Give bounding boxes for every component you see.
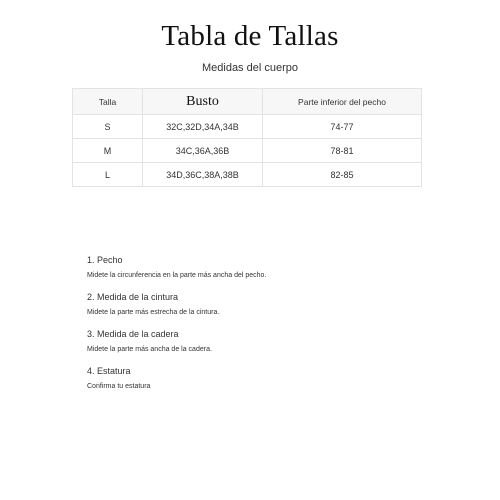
bust-cell: 32C,32D,34A,34B bbox=[143, 115, 263, 139]
section-heading: 1. Pecho bbox=[87, 255, 123, 265]
underbust-cell: 74-77 bbox=[263, 115, 422, 139]
section-heading: 3. Medida de la cadera bbox=[87, 329, 179, 339]
section-text: Midete la parte más ancha de la cadera. bbox=[87, 346, 212, 353]
table-row bbox=[73, 163, 422, 187]
page-title: Tabla de Tallas bbox=[161, 20, 339, 52]
underbust-cell: 78-81 bbox=[263, 139, 422, 163]
size-table bbox=[72, 88, 422, 187]
column-header-talla: Talla bbox=[73, 89, 143, 115]
size-cell: L bbox=[73, 163, 143, 187]
bust-cell: 34D,36C,38A,38B bbox=[143, 163, 263, 187]
section-text: Confirma tu estatura bbox=[87, 383, 151, 390]
measure-section-cintura bbox=[87, 292, 219, 316]
table-row bbox=[73, 115, 422, 139]
bust-cell: 34C,36A,36B bbox=[143, 139, 263, 163]
underbust-cell: 82-85 bbox=[263, 163, 422, 187]
size-cell: M bbox=[73, 139, 143, 163]
measure-section-pecho bbox=[87, 255, 266, 279]
size-cell: S bbox=[73, 115, 143, 139]
table-header-row bbox=[73, 89, 422, 115]
column-header-parte-inferior: Parte inferior del pecho bbox=[263, 89, 422, 115]
column-header-busto: Busto bbox=[143, 89, 263, 115]
page-subtitle: Medidas del cuerpo bbox=[201, 62, 298, 74]
section-heading: 4. Estatura bbox=[87, 366, 131, 376]
section-text: Midete la parte más estrecha de la cintura. bbox=[87, 309, 220, 316]
section-text: Midete la circunferencia en la parte más ancha del pecho. bbox=[87, 272, 267, 279]
measure-section-cadera bbox=[87, 329, 212, 353]
section-heading: 2. Medida de la cintura bbox=[87, 292, 179, 302]
measure-section-estatura bbox=[87, 366, 150, 390]
table-row bbox=[73, 139, 422, 163]
